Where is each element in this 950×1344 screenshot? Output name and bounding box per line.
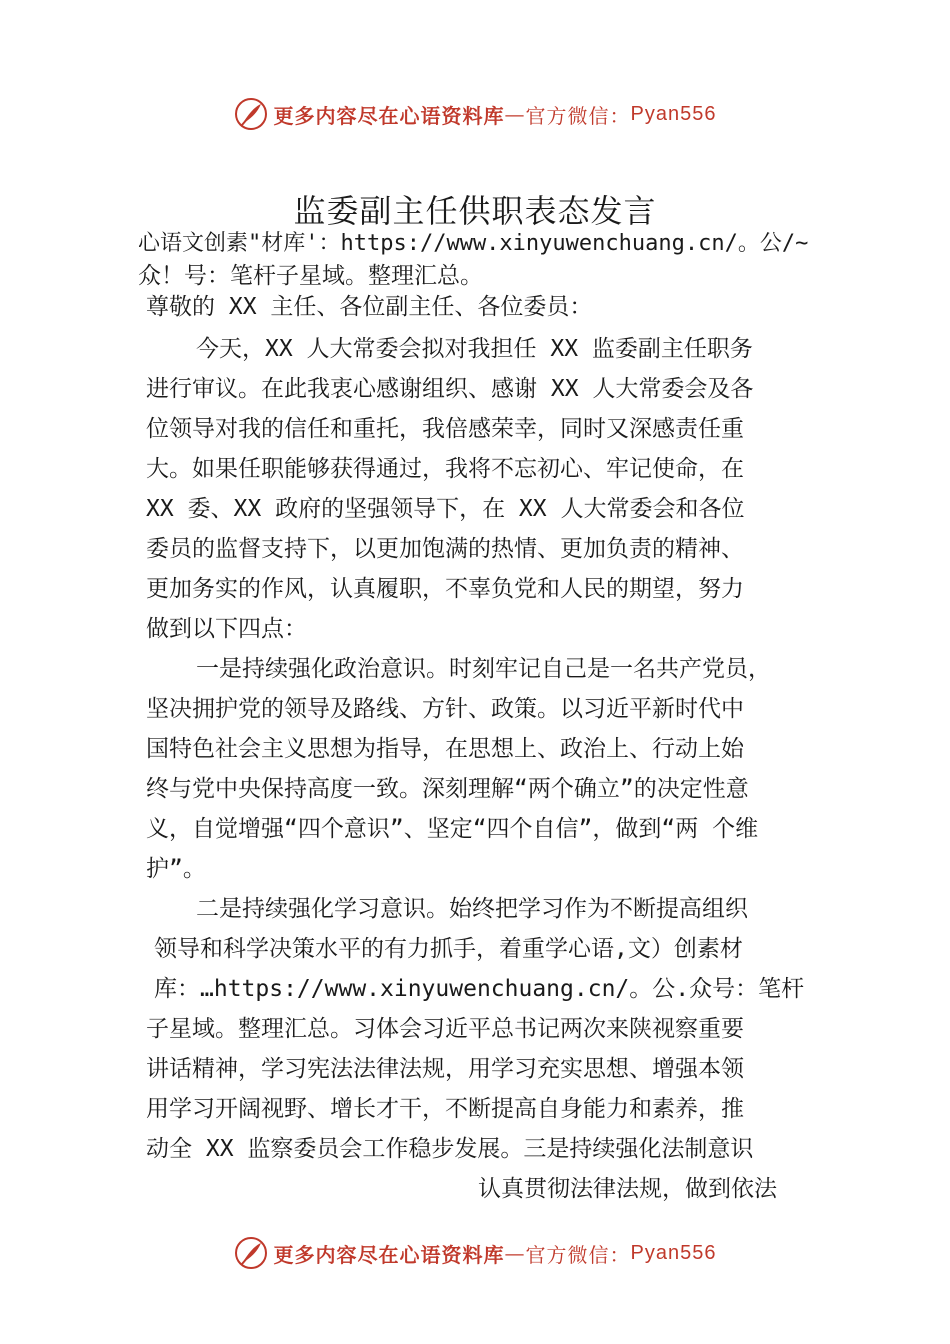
document-line: 护”。: [146, 856, 206, 882]
banner-separator: —: [504, 102, 526, 126]
banner-wechat-id: Pyan556: [630, 102, 717, 125]
document-line: 用学习开阔视野、增长才干，不断提高自身能力和素养，推: [146, 1096, 744, 1122]
banner-wechat-id: Pyan556: [630, 1241, 717, 1264]
document-line: 众！号：笔杆子星域。整理汇总。: [138, 263, 483, 289]
document-line: 动全 XX 监察委员会工作稳步发展。三是持续强化法制意识: [146, 1136, 754, 1162]
banner-wechat-label: 官方微信：: [525, 1242, 631, 1267]
document-line: 做到以下四点：: [146, 616, 307, 642]
document-line: 认真贯彻法律法规，做到依法: [478, 1176, 777, 1202]
document-line: 二是持续强化学习意识。始终把学习作为不断提高组织: [196, 896, 748, 922]
document-line: 一是持续强化政治意识。时刻牢记自己是一名共产党员，: [196, 656, 771, 682]
document-title: 监委副主任供职表态发言: [293, 192, 657, 230]
document-line: 位领导对我的信任和重托，我倍感荣幸，同时又深感责任重: [146, 416, 744, 442]
footer-banner: [0, 1233, 950, 1273]
document-line: 尊敬的 XX 主任、各位副主任、各位委员：: [146, 294, 593, 320]
document-line: 心语文创素"材库'：https://www.xinyuwenchuang.cn/。公/~: [138, 231, 809, 256]
document-line: 委员的监督支持下，以更加饱满的热情、更加负责的精神、: [146, 536, 744, 562]
quill-logo-icon: [234, 1236, 268, 1270]
document-line: 终与党中央保持高度一致。深刻理解“两个确立”的决定性意: [146, 776, 749, 802]
document-line: 义，自觉增强“四个意识”、坚定“四个自信”，做到“两 个维: [146, 816, 759, 842]
quill-logo-icon: [234, 97, 268, 131]
document-line: 领导和科学决策水平的有力抓手，着重学心语,文）创素材: [154, 936, 743, 962]
document-line: 大。如果任职能够获得通过，我将不忘初心、牢记使命，在: [146, 456, 744, 482]
banner-separator: —: [504, 1241, 526, 1265]
document-line: 更加务实的作风，认真履职，不辜负党和人民的期望，努力: [146, 576, 744, 602]
document-line: XX 委、XX 政府的坚强领导下，在 XX 人大常委会和各位: [146, 496, 745, 522]
banner-brand: 更多内容尽在心语资料库: [273, 103, 505, 128]
document-line: 讲话精神，学习宪法法律法规，用学习充实思想、增强本领: [146, 1056, 744, 1082]
header-banner: [0, 94, 950, 134]
document-line: 进行审议。在此我衷心感谢组织、感谢 XX 人大常委会及各: [146, 376, 754, 402]
document-line: 今天，XX 人大常委会拟对我担任 XX 监委副主任职务: [196, 336, 753, 362]
document-line: 库：…https://www.xinyuwenchuang.cn/。公.众号：笔杆: [154, 976, 805, 1002]
document-line: 国特色社会主义思想为指导，在思想上、政治上、行动上始: [146, 736, 744, 762]
document-line: 坚决拥护党的领导及路线、方针、政策。以习近平新时代中: [146, 696, 744, 722]
banner-brand: 更多内容尽在心语资料库: [273, 1242, 505, 1267]
document-line: 子星域。整理汇总。习体会习近平总书记两次来陕视察重要: [146, 1016, 744, 1042]
banner-wechat-label: 官方微信：: [525, 103, 631, 128]
